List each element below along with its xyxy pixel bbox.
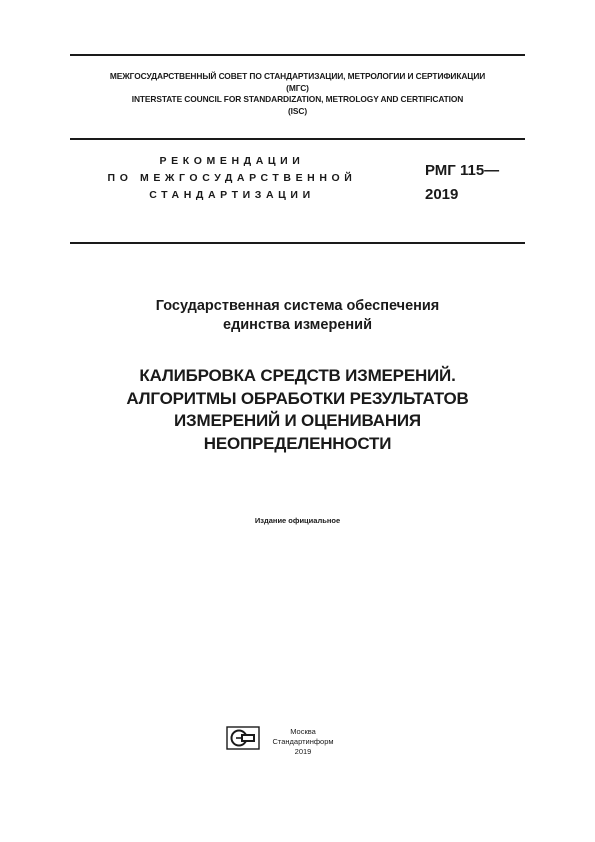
subject-line-2: единства измерений xyxy=(223,317,372,333)
recommendation-line-1: РЕКОМЕНДАЦИИ xyxy=(159,155,305,167)
subject-line-1: Государственная система обеспечения xyxy=(155,298,440,314)
subject-heading xyxy=(70,297,525,335)
imprint-block xyxy=(262,727,344,757)
title-line-1: КАЛИБРОВКА СРЕДСТВ ИЗМЕРЕНИЙ. xyxy=(139,366,456,385)
title-line-3: ИЗМЕРЕНИЙ И ОЦЕНИВАНИЯ xyxy=(174,411,421,430)
document-title xyxy=(60,365,535,455)
document-number: РМГ 115— xyxy=(425,162,500,179)
title-line-2: АЛГОРИТМЫ ОБРАБОТКИ РЕЗУЛЬТАТОВ xyxy=(126,388,469,408)
top-rule xyxy=(70,54,525,56)
council-name-ru: МЕЖГОСУДАРСТВЕННЫЙ СОВЕТ ПО СТАНДАРТИЗАЦИИ, МЕТРОЛОГИИ И СЕРТИФИКАЦИИ xyxy=(109,71,486,81)
council-rule xyxy=(70,138,525,140)
imprint-year: 2019 xyxy=(294,747,312,756)
council-name-en: INTERSTATE COUNCIL FOR STANDARDIZATION, METROLOGY AND CERTIFICATION xyxy=(131,94,464,104)
edition-note: Издание официальное xyxy=(254,516,341,525)
recommendation-line-2: ПО МЕЖГОСУДАРСТВЕННОЙ xyxy=(107,172,357,184)
recommendation-heading xyxy=(92,153,372,204)
council-block xyxy=(70,71,525,117)
title-line-4: НЕОПРЕДЕЛЕННОСТИ xyxy=(203,433,392,453)
document-code xyxy=(425,159,499,207)
imprint-publisher: Стандартинформ xyxy=(272,737,334,746)
document-year: 2019 xyxy=(425,186,459,203)
recommendation-line-3: СТАНДАРТИЗАЦИИ xyxy=(149,189,315,201)
standartinform-logo-icon xyxy=(226,726,260,750)
header-rule xyxy=(70,242,525,244)
council-abbr-ru: (МГС) xyxy=(286,82,309,93)
council-abbr-en: (ISC) xyxy=(287,105,308,116)
imprint-city: Москва xyxy=(290,727,316,736)
